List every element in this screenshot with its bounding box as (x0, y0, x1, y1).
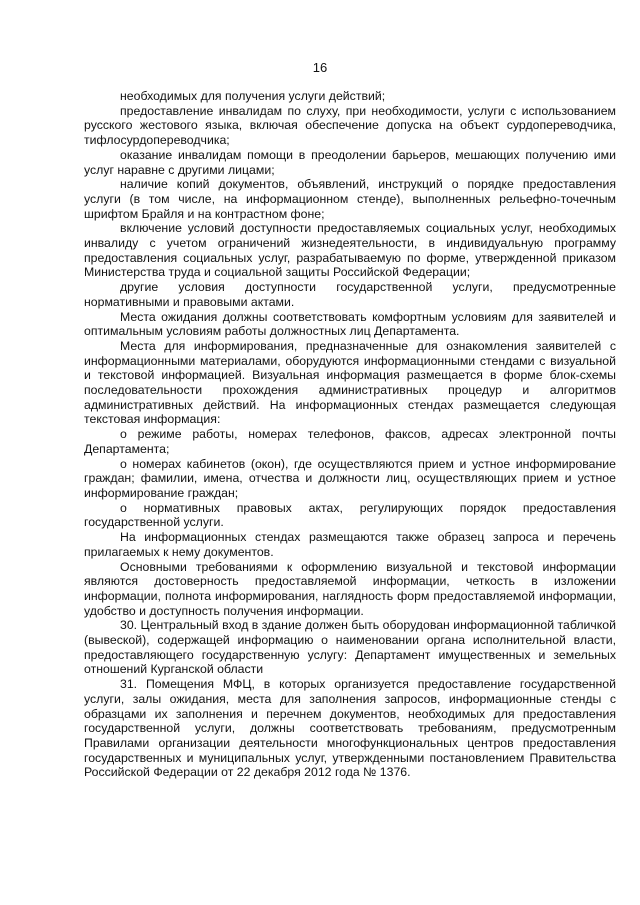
paragraph: предоставление инвалидам по слуху, при необходимости, услуги с использованием русского жестового языка, включая обеспечение допуска на объект сурдопереводчика, тифлосурдопереводчика; (84, 103, 616, 148)
paragraph: наличие копий документов, объявлений, инструкций о порядке предоставления услуги (в том числе, на информационном стенде), выполненных рельефно-точечным шрифтом Брайля и на контрастном фоне; (84, 177, 616, 221)
paragraph: 31. Помещения МФЦ, в которых организуется предоставление государственной услуги, залы ожидания, места для заполнения запросов, информационные стенды с образцами их заполнения и перечнем документов, необходимых для предоставления государственной услуги, должны соответствовать требованиям, предусмотренным Правилами организации деятельности многофункциональных центров предоставления государственных и муниципальных услуг, утвержденными постановлением Правительства Российской Федерации от 22 декабря 2012 года № 1376. (84, 677, 616, 780)
paragraph: Места для информирования, предназначенные для ознакомления заявителей с информационными материалами, оборудуются информационными стендами с визуальной и текстовой информацией. Визуальная информация размещается в форме блок-схемы последовательности прохождения административных процедур и алгоритмов административных действий. На информационных стендах размещается следующая текстовая информация: (84, 338, 616, 427)
paragraph: оказание инвалидам помощи в преодолении барьеров, мешающих получению ими услуг наравне с другими лицами; (84, 147, 616, 177)
paragraph: необходимых для получения услуги действий; (120, 89, 386, 103)
paragraph: 30. Центральный вход в здание должен быть оборудован информационной табличкой (вывеской), содержащей информацию о наименовании органа исполнительной власти, предоставляющего государственную услугу: Департамент имущественных и земельных отношений Курганской области (84, 618, 616, 677)
document-body (84, 89, 616, 780)
paragraph: включение условий доступности предоставляемых социальных услуг, необходимых инвалиду с учетом ограничений жизнедеятельности, в индивидуальную программу предоставления социальных услуг, разрабатываемую по форме, утвержденной приказом Министерства труда и социальной защиты Российской Федерации; (84, 221, 616, 280)
paragraph: о режиме работы, номерах телефонов, факсов, адресах электронной почты Департамента; (84, 427, 616, 456)
paragraph: о нормативных правовых актах, регулирующих порядок предоставления государственной услуги. (84, 500, 616, 530)
page-number: 16 (312, 60, 328, 75)
paragraph: о номерах кабинетов (окон), где осуществляются прием и устное информирование граждан; фамилии, имена, отчества и должности лиц, осуществляющих прием и устное информирование граждан; (84, 456, 616, 500)
paragraph: На информационных стендах размещаются также образец запроса и перечень прилагаемых к нему документов. (84, 530, 616, 559)
paragraph: другие условия доступности государственной услуги, предусмотренные нормативными и правовыми актами. (84, 280, 616, 309)
paragraph: Места ожидания должны соответствовать комфортным условиям для заявителей и оптимальным условиям работы должностных лиц Департамента. (84, 309, 616, 339)
paragraph: Основными требованиями к оформлению визуальной и текстовой информации являются достоверность предоставляемой информации, четкость в изложении информации, полнота информирования, наглядность форм предоставляемой информации, удобство и доступность получения информации. (84, 559, 616, 618)
